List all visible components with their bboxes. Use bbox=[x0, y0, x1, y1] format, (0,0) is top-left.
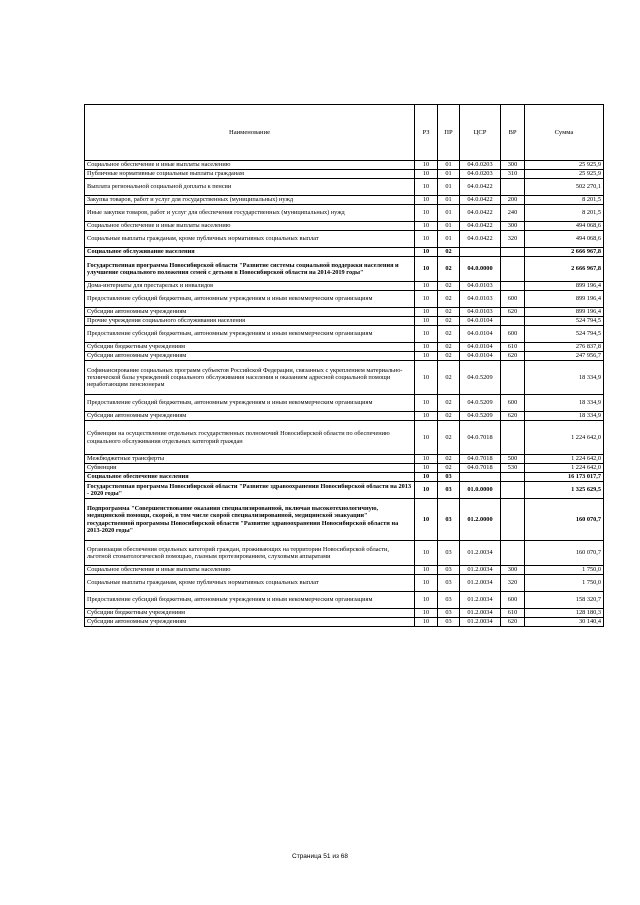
cell-sum: 8 201,5 bbox=[525, 205, 604, 222]
cell-sum: 899 196,4 bbox=[525, 291, 604, 308]
cell-vr: 600 bbox=[501, 592, 525, 609]
cell-sum: 899 196,4 bbox=[525, 308, 604, 317]
cell-sum: 16 173 017,7 bbox=[525, 473, 604, 482]
cell-pr: 03 bbox=[438, 618, 460, 627]
cell-sum: 18 334,9 bbox=[525, 395, 604, 412]
cell-name: Дома-интернаты для престарелых и инвалидов bbox=[85, 282, 415, 291]
cell-pr: 02 bbox=[438, 248, 460, 257]
cell-rz: 10 bbox=[415, 257, 438, 282]
table-row bbox=[85, 170, 604, 179]
cell-sum: 18 334,9 bbox=[525, 361, 604, 395]
cell-name: Государственная программа Новосибирской области "Развитие здравоохранения Новосибирской области на 2013 - 2020 годы" bbox=[85, 482, 415, 499]
cell-rz: 10 bbox=[415, 179, 438, 196]
cell-vr bbox=[501, 361, 525, 395]
table-row bbox=[85, 326, 604, 343]
cell-sum: 1 224 642,0 bbox=[525, 464, 604, 473]
table-header-row bbox=[85, 105, 604, 161]
cell-rz: 10 bbox=[415, 482, 438, 499]
cell-sum: 2 666 967,8 bbox=[525, 257, 604, 282]
cell-pr: 01 bbox=[438, 170, 460, 179]
table-row bbox=[85, 257, 604, 282]
cell-pr: 01 bbox=[438, 196, 460, 205]
cell-name: Социальное обслуживание населения bbox=[85, 248, 415, 257]
cell-vr: 610 bbox=[501, 343, 525, 352]
cell-name: Подпрограмма "Совершенствование оказания специализированной, включая высокотехнологичную, медицинской помощи, скорой, в том числе скорой специализированной, медицинской эвакуации" государственной программы Новосибирской области "Развитие здравоохранения Новосибирской области на 2013-2020 годы" bbox=[85, 499, 415, 541]
header-pr: ПР bbox=[438, 105, 460, 161]
cell-csr: 04.0.0103 bbox=[460, 308, 501, 317]
cell-pr: 03 bbox=[438, 566, 460, 575]
cell-rz: 10 bbox=[415, 464, 438, 473]
cell-rz: 10 bbox=[415, 421, 438, 455]
cell-sum: 1 750,0 bbox=[525, 566, 604, 575]
cell-vr bbox=[501, 248, 525, 257]
cell-vr: 300 bbox=[501, 566, 525, 575]
cell-csr: 04.0.0203 bbox=[460, 161, 501, 170]
cell-vr: 610 bbox=[501, 609, 525, 618]
cell-rz: 10 bbox=[415, 161, 438, 170]
cell-name: Субвенции на осуществление отдельных государственных полномочий Новосибирской области по обеспечению социального обслуживания отдельных категорий граждан bbox=[85, 421, 415, 455]
cell-sum: 899 196,4 bbox=[525, 282, 604, 291]
cell-name: Прочие учреждения социального обслуживания населения bbox=[85, 317, 415, 326]
cell-csr: 04.0.0104 bbox=[460, 317, 501, 326]
table-row bbox=[85, 179, 604, 196]
table-row bbox=[85, 317, 604, 326]
cell-pr: 01 bbox=[438, 161, 460, 170]
cell-name: Предоставление субсидий бюджетным, автономным учреждениям и иным некоммерческим организациям bbox=[85, 326, 415, 343]
cell-sum: 524 794,5 bbox=[525, 326, 604, 343]
cell-sum: 1 224 642,0 bbox=[525, 421, 604, 455]
cell-csr: 04.0.0000 bbox=[460, 257, 501, 282]
table-row bbox=[85, 395, 604, 412]
page-number: Страница 51 из 68 bbox=[292, 853, 348, 860]
cell-sum: 1 750,0 bbox=[525, 575, 604, 592]
cell-sum: 524 794,5 bbox=[525, 317, 604, 326]
cell-name: Социальное обеспечение населения bbox=[85, 473, 415, 482]
header-name: Наименование bbox=[85, 105, 415, 161]
cell-sum: 158 320,7 bbox=[525, 592, 604, 609]
cell-vr: 620 bbox=[501, 352, 525, 361]
cell-vr: 320 bbox=[501, 231, 525, 248]
cell-csr: 01.2.0034 bbox=[460, 541, 501, 566]
cell-rz: 10 bbox=[415, 282, 438, 291]
cell-pr: 02 bbox=[438, 343, 460, 352]
cell-sum: 8 201,5 bbox=[525, 196, 604, 205]
cell-rz: 10 bbox=[415, 196, 438, 205]
cell-csr: 01.2.0000 bbox=[460, 499, 501, 541]
cell-csr: 04.0.0422 bbox=[460, 179, 501, 196]
cell-pr: 02 bbox=[438, 412, 460, 421]
cell-name: Предоставление субсидий бюджетным, автономным учреждениям и иным некоммерческим организациям bbox=[85, 592, 415, 609]
cell-csr: 04.0.5209 bbox=[460, 412, 501, 421]
cell-name: Социальное обеспечение и иные выплаты населению bbox=[85, 222, 415, 231]
cell-csr: 04.0.0103 bbox=[460, 291, 501, 308]
cell-vr: 620 bbox=[501, 308, 525, 317]
header-csr: ЦСР bbox=[460, 105, 501, 161]
cell-csr: 04.0.0104 bbox=[460, 343, 501, 352]
table-row bbox=[85, 205, 604, 222]
cell-pr: 01 bbox=[438, 231, 460, 248]
cell-rz: 10 bbox=[415, 541, 438, 566]
cell-name: Субвенции bbox=[85, 464, 415, 473]
cell-sum: 128 180,3 bbox=[525, 609, 604, 618]
cell-pr: 01 bbox=[438, 179, 460, 196]
cell-pr: 01 bbox=[438, 205, 460, 222]
cell-name: Софинансирование социальных программ субъектов Российской Федерации, связанных с укреплением материально-технической базы учреждений социального обслуживания населения и оказанием адресной социальной помощи неработающим пенсионерам bbox=[85, 361, 415, 395]
cell-sum: 276 837,8 bbox=[525, 343, 604, 352]
table-row bbox=[85, 291, 604, 308]
cell-name: Межбюджетные трансферты bbox=[85, 455, 415, 464]
cell-vr: 600 bbox=[501, 291, 525, 308]
table-row bbox=[85, 618, 604, 627]
table-row bbox=[85, 575, 604, 592]
cell-name: Предоставление субсидий бюджетным, автономным учреждениям и иным некоммерческим организациям bbox=[85, 395, 415, 412]
table-row bbox=[85, 473, 604, 482]
cell-vr: 300 bbox=[501, 161, 525, 170]
table-row bbox=[85, 421, 604, 455]
table-row bbox=[85, 352, 604, 361]
cell-sum: 18 334,9 bbox=[525, 412, 604, 421]
table-row bbox=[85, 566, 604, 575]
cell-sum: 160 070,7 bbox=[525, 541, 604, 566]
cell-csr: 04.0.0203 bbox=[460, 170, 501, 179]
cell-sum: 247 956,7 bbox=[525, 352, 604, 361]
cell-rz: 10 bbox=[415, 317, 438, 326]
cell-rz: 10 bbox=[415, 205, 438, 222]
cell-name: Субсидии бюджетным учреждениям bbox=[85, 609, 415, 618]
cell-name: Публичные нормативные социальные выплаты гражданам bbox=[85, 170, 415, 179]
header-rz: РЗ bbox=[415, 105, 438, 161]
cell-name: Иные закупки товаров, работ и услуг для обеспечения государственных (муниципальных) нужд bbox=[85, 205, 415, 222]
table-row bbox=[85, 412, 604, 421]
cell-pr: 02 bbox=[438, 455, 460, 464]
cell-pr: 02 bbox=[438, 361, 460, 395]
cell-vr bbox=[501, 257, 525, 282]
cell-rz: 10 bbox=[415, 291, 438, 308]
cell-rz: 10 bbox=[415, 575, 438, 592]
cell-vr: 320 bbox=[501, 575, 525, 592]
cell-pr: 03 bbox=[438, 575, 460, 592]
cell-csr: 04.0.5209 bbox=[460, 395, 501, 412]
table-row bbox=[85, 592, 604, 609]
cell-vr bbox=[501, 282, 525, 291]
cell-csr: 04.0.0422 bbox=[460, 205, 501, 222]
cell-vr: 530 bbox=[501, 464, 525, 473]
cell-pr: 03 bbox=[438, 592, 460, 609]
cell-vr bbox=[501, 541, 525, 566]
cell-rz: 10 bbox=[415, 455, 438, 464]
cell-csr: 04.0.0104 bbox=[460, 326, 501, 343]
table-row bbox=[85, 455, 604, 464]
cell-pr: 03 bbox=[438, 609, 460, 618]
cell-csr bbox=[460, 248, 501, 257]
cell-pr: 01 bbox=[438, 222, 460, 231]
cell-vr: 600 bbox=[501, 395, 525, 412]
table-row bbox=[85, 196, 604, 205]
cell-name: Государственная программа Новосибирской области "Развитие системы социальной поддержки населения и улучшение социального положения семей с детьми в Новосибирской области на 2014-2019 годы" bbox=[85, 257, 415, 282]
cell-vr bbox=[501, 421, 525, 455]
cell-vr bbox=[501, 482, 525, 499]
cell-sum: 25 925,9 bbox=[525, 161, 604, 170]
cell-rz: 10 bbox=[415, 361, 438, 395]
cell-name: Выплата региональной социальной доплаты к пенсии bbox=[85, 179, 415, 196]
cell-name: Социальное обеспечение и иные выплаты населению bbox=[85, 566, 415, 575]
cell-name: Социальные выплаты гражданам, кроме публичных нормативных социальных выплат bbox=[85, 231, 415, 248]
cell-csr bbox=[460, 473, 501, 482]
cell-vr bbox=[501, 317, 525, 326]
cell-rz: 10 bbox=[415, 343, 438, 352]
cell-name: Субсидии автономным учреждениям bbox=[85, 412, 415, 421]
cell-csr: 04.0.0422 bbox=[460, 222, 501, 231]
cell-sum: 1 325 629,5 bbox=[525, 482, 604, 499]
table-row bbox=[85, 282, 604, 291]
table-row bbox=[85, 499, 604, 541]
table-row bbox=[85, 609, 604, 618]
table-row bbox=[85, 308, 604, 317]
cell-csr: 04.0.0104 bbox=[460, 352, 501, 361]
cell-vr: 310 bbox=[501, 170, 525, 179]
cell-csr: 01.2.0034 bbox=[460, 575, 501, 592]
cell-csr: 01.2.0034 bbox=[460, 566, 501, 575]
budget-table bbox=[84, 104, 604, 627]
cell-csr: 04.0.7018 bbox=[460, 464, 501, 473]
cell-rz: 10 bbox=[415, 499, 438, 541]
cell-pr: 02 bbox=[438, 257, 460, 282]
cell-rz: 10 bbox=[415, 618, 438, 627]
table-row bbox=[85, 464, 604, 473]
cell-rz: 10 bbox=[415, 592, 438, 609]
cell-csr: 01.0.0000 bbox=[460, 482, 501, 499]
table-row bbox=[85, 482, 604, 499]
cell-pr: 02 bbox=[438, 395, 460, 412]
cell-sum: 25 925,9 bbox=[525, 170, 604, 179]
cell-vr bbox=[501, 473, 525, 482]
cell-vr: 600 bbox=[501, 326, 525, 343]
cell-vr: 620 bbox=[501, 412, 525, 421]
cell-name: Закупка товаров, работ и услуг для государственных (муниципальных) нужд bbox=[85, 196, 415, 205]
cell-rz: 10 bbox=[415, 412, 438, 421]
cell-rz: 10 bbox=[415, 231, 438, 248]
cell-rz: 10 bbox=[415, 473, 438, 482]
cell-sum: 494 068,6 bbox=[525, 222, 604, 231]
cell-vr: 300 bbox=[501, 222, 525, 231]
cell-pr: 02 bbox=[438, 282, 460, 291]
cell-name: Субсидии автономным учреждениям bbox=[85, 308, 415, 317]
table-row bbox=[85, 222, 604, 231]
table-row bbox=[85, 361, 604, 395]
cell-csr: 04.0.0103 bbox=[460, 282, 501, 291]
cell-vr bbox=[501, 179, 525, 196]
cell-pr: 02 bbox=[438, 291, 460, 308]
cell-vr: 240 bbox=[501, 205, 525, 222]
cell-pr: 02 bbox=[438, 317, 460, 326]
cell-rz: 10 bbox=[415, 248, 438, 257]
cell-sum: 1 224 642,0 bbox=[525, 455, 604, 464]
cell-csr: 04.0.7018 bbox=[460, 421, 501, 455]
cell-name: Субсидии бюджетным учреждениям bbox=[85, 343, 415, 352]
cell-csr: 01.2.0034 bbox=[460, 592, 501, 609]
cell-csr: 01.2.0034 bbox=[460, 618, 501, 627]
cell-sum: 494 068,6 bbox=[525, 231, 604, 248]
cell-vr: 500 bbox=[501, 455, 525, 464]
table-row bbox=[85, 248, 604, 257]
cell-vr bbox=[501, 499, 525, 541]
cell-csr: 04.0.5209 bbox=[460, 361, 501, 395]
cell-pr: 03 bbox=[438, 499, 460, 541]
header-sum: Сумма bbox=[525, 105, 604, 161]
header-vr: ВР bbox=[501, 105, 525, 161]
cell-sum: 2 666 967,8 bbox=[525, 248, 604, 257]
cell-rz: 10 bbox=[415, 395, 438, 412]
table-row bbox=[85, 231, 604, 248]
cell-pr: 02 bbox=[438, 352, 460, 361]
cell-name: Субсидии автономным учреждениям bbox=[85, 352, 415, 361]
cell-pr: 02 bbox=[438, 421, 460, 455]
cell-csr: 01.2.0034 bbox=[460, 609, 501, 618]
cell-pr: 03 bbox=[438, 541, 460, 566]
cell-name: Субсидии автономным учреждениям bbox=[85, 618, 415, 627]
cell-csr: 04.0.0422 bbox=[460, 231, 501, 248]
cell-sum: 30 140,4 bbox=[525, 618, 604, 627]
cell-name: Социальное обеспечение и иные выплаты населению bbox=[85, 161, 415, 170]
cell-vr: 620 bbox=[501, 618, 525, 627]
cell-rz: 10 bbox=[415, 308, 438, 317]
cell-rz: 10 bbox=[415, 170, 438, 179]
cell-rz: 10 bbox=[415, 326, 438, 343]
cell-pr: 03 bbox=[438, 473, 460, 482]
cell-sum: 502 270,1 bbox=[525, 179, 604, 196]
cell-sum: 160 070,7 bbox=[525, 499, 604, 541]
cell-rz: 10 bbox=[415, 352, 438, 361]
cell-rz: 10 bbox=[415, 222, 438, 231]
cell-name: Организация обеспечения отдельных категорий граждан, проживающих на территории Новосибирской области, льготной стоматологической помощью, глазным протезированием, слуховыми аппаратами bbox=[85, 541, 415, 566]
cell-pr: 02 bbox=[438, 308, 460, 317]
table-row bbox=[85, 541, 604, 566]
cell-csr: 04.0.0422 bbox=[460, 196, 501, 205]
cell-csr: 04.0.7018 bbox=[460, 455, 501, 464]
cell-name: Предоставление субсидий бюджетным, автономным учреждениям и иным некоммерческим организациям bbox=[85, 291, 415, 308]
cell-pr: 03 bbox=[438, 482, 460, 499]
cell-pr: 02 bbox=[438, 464, 460, 473]
cell-vr: 200 bbox=[501, 196, 525, 205]
table-row bbox=[85, 343, 604, 352]
cell-name: Социальные выплаты гражданам, кроме публичных нормативных социальных выплат bbox=[85, 575, 415, 592]
cell-rz: 10 bbox=[415, 609, 438, 618]
cell-pr: 02 bbox=[438, 326, 460, 343]
table-row bbox=[85, 161, 604, 170]
cell-rz: 10 bbox=[415, 566, 438, 575]
